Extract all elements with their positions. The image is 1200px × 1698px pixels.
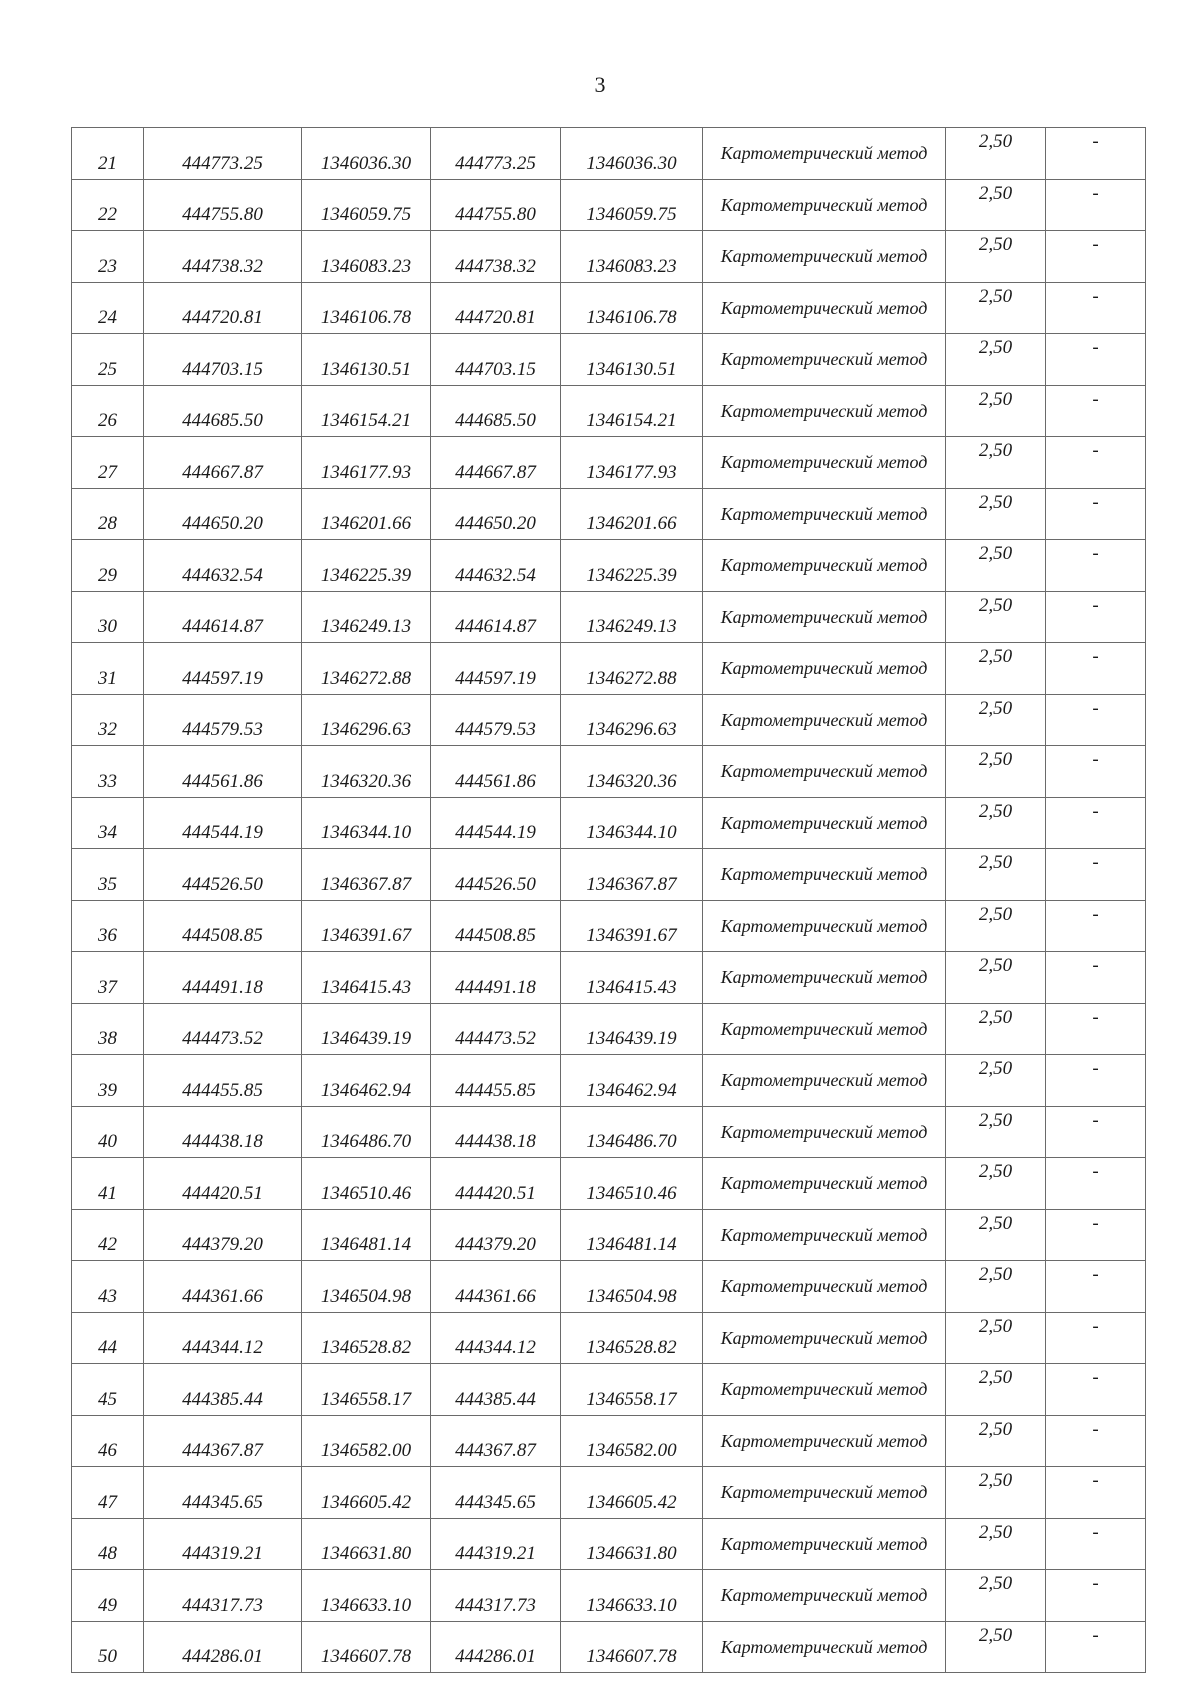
y-old-cell: 1346486.70 (302, 1106, 431, 1158)
x-old-cell: 444667.87 (144, 437, 302, 489)
accuracy-cell: 2,50 (946, 1209, 1046, 1261)
x-old-cell: 444379.20 (144, 1209, 302, 1261)
note-cell: - (1046, 1621, 1146, 1673)
x-old-cell: 444385.44 (144, 1364, 302, 1416)
method-cell: Картометрический метод (703, 1621, 946, 1673)
table-row (72, 1415, 1146, 1467)
x-old-cell: 444685.50 (144, 385, 302, 437)
x-old-cell: 444544.19 (144, 797, 302, 849)
point-number-cell: 44 (72, 1312, 144, 1364)
method-cell: Картометрический метод (703, 1518, 946, 1570)
y-old-cell: 1346154.21 (302, 385, 431, 437)
point-number-cell: 37 (72, 952, 144, 1004)
y-new-cell: 1346059.75 (561, 179, 703, 231)
method-cell: Картометрический метод (703, 900, 946, 952)
y-old-cell: 1346415.43 (302, 952, 431, 1004)
point-number-cell: 45 (72, 1364, 144, 1416)
note-cell: - (1046, 1364, 1146, 1416)
point-number-cell: 35 (72, 849, 144, 901)
method-cell: Картометрический метод (703, 1364, 946, 1416)
x-new-cell: 444473.52 (431, 1003, 561, 1055)
table-row (72, 746, 1146, 798)
x-new-cell: 444614.87 (431, 591, 561, 643)
note-cell: - (1046, 334, 1146, 386)
y-new-cell: 1346083.23 (561, 231, 703, 283)
accuracy-cell: 2,50 (946, 385, 1046, 437)
point-number-cell: 27 (72, 437, 144, 489)
point-number-cell: 24 (72, 282, 144, 334)
table-row (72, 1364, 1146, 1416)
method-cell: Картометрический метод (703, 952, 946, 1004)
accuracy-cell: 2,50 (946, 1570, 1046, 1622)
y-new-cell: 1346367.87 (561, 849, 703, 901)
point-number-cell: 38 (72, 1003, 144, 1055)
point-number-cell: 41 (72, 1158, 144, 1210)
method-cell: Картометрический метод (703, 1467, 946, 1519)
note-cell: - (1046, 746, 1146, 798)
note-cell: - (1046, 1209, 1146, 1261)
method-cell: Картометрический метод (703, 797, 946, 849)
accuracy-cell: 2,50 (946, 643, 1046, 695)
y-new-cell: 1346510.46 (561, 1158, 703, 1210)
y-old-cell: 1346083.23 (302, 231, 431, 283)
y-new-cell: 1346631.80 (561, 1518, 703, 1570)
y-new-cell: 1346249.13 (561, 591, 703, 643)
table-row (72, 437, 1146, 489)
accuracy-cell: 2,50 (946, 1055, 1046, 1107)
y-new-cell: 1346036.30 (561, 128, 703, 180)
y-old-cell: 1346605.42 (302, 1467, 431, 1519)
method-cell: Картометрический метод (703, 1106, 946, 1158)
note-cell: - (1046, 1467, 1146, 1519)
y-new-cell: 1346225.39 (561, 540, 703, 592)
x-old-cell: 444597.19 (144, 643, 302, 695)
table-row (72, 1518, 1146, 1570)
x-old-cell: 444345.65 (144, 1467, 302, 1519)
x-old-cell: 444317.73 (144, 1570, 302, 1622)
x-new-cell: 444544.19 (431, 797, 561, 849)
table-row (72, 900, 1146, 952)
point-number-cell: 33 (72, 746, 144, 798)
point-number-cell: 46 (72, 1415, 144, 1467)
point-number-cell: 49 (72, 1570, 144, 1622)
point-number-cell: 21 (72, 128, 144, 180)
table-row (72, 643, 1146, 695)
x-old-cell: 444420.51 (144, 1158, 302, 1210)
point-number-cell: 34 (72, 797, 144, 849)
note-cell: - (1046, 591, 1146, 643)
note-cell: - (1046, 849, 1146, 901)
accuracy-cell: 2,50 (946, 282, 1046, 334)
table-row (72, 488, 1146, 540)
page-number: 3 (594, 72, 606, 97)
y-new-cell: 1346154.21 (561, 385, 703, 437)
y-old-cell: 1346607.78 (302, 1621, 431, 1673)
x-new-cell: 444286.01 (431, 1621, 561, 1673)
x-new-cell: 444420.51 (431, 1158, 561, 1210)
point-number-cell: 23 (72, 231, 144, 283)
x-new-cell: 444755.80 (431, 179, 561, 231)
y-new-cell: 1346296.63 (561, 694, 703, 746)
x-old-cell: 444703.15 (144, 334, 302, 386)
x-new-cell: 444738.32 (431, 231, 561, 283)
table-row (72, 1055, 1146, 1107)
x-new-cell: 444491.18 (431, 952, 561, 1004)
point-number-cell: 30 (72, 591, 144, 643)
y-new-cell: 1346177.93 (561, 437, 703, 489)
table-row (72, 1467, 1146, 1519)
y-old-cell: 1346504.98 (302, 1261, 431, 1313)
y-old-cell: 1346225.39 (302, 540, 431, 592)
y-new-cell: 1346106.78 (561, 282, 703, 334)
x-new-cell: 444317.73 (431, 1570, 561, 1622)
x-new-cell: 444361.66 (431, 1261, 561, 1313)
x-old-cell: 444438.18 (144, 1106, 302, 1158)
x-new-cell: 444455.85 (431, 1055, 561, 1107)
accuracy-cell: 2,50 (946, 1158, 1046, 1210)
note-cell: - (1046, 540, 1146, 592)
table-row (72, 1158, 1146, 1210)
method-cell: Картометрический метод (703, 334, 946, 386)
table-row (72, 1621, 1146, 1673)
method-cell: Картометрический метод (703, 179, 946, 231)
table-row (72, 128, 1146, 180)
method-cell: Картометрический метод (703, 282, 946, 334)
note-cell: - (1046, 1415, 1146, 1467)
table-row (72, 1312, 1146, 1364)
x-new-cell: 444685.50 (431, 385, 561, 437)
method-cell: Картометрический метод (703, 591, 946, 643)
y-old-cell: 1346201.66 (302, 488, 431, 540)
accuracy-cell: 2,50 (946, 437, 1046, 489)
coordinates-table (71, 127, 1146, 1673)
point-number-cell: 43 (72, 1261, 144, 1313)
x-old-cell: 444755.80 (144, 179, 302, 231)
x-old-cell: 444579.53 (144, 694, 302, 746)
y-new-cell: 1346528.82 (561, 1312, 703, 1364)
note-cell: - (1046, 282, 1146, 334)
y-new-cell: 1346344.10 (561, 797, 703, 849)
table-row (72, 282, 1146, 334)
x-new-cell: 444385.44 (431, 1364, 561, 1416)
point-number-cell: 50 (72, 1621, 144, 1673)
accuracy-cell: 2,50 (946, 746, 1046, 798)
x-new-cell: 444344.12 (431, 1312, 561, 1364)
x-old-cell: 444361.66 (144, 1261, 302, 1313)
method-cell: Картометрический метод (703, 1312, 946, 1364)
note-cell: - (1046, 128, 1146, 180)
x-old-cell: 444526.50 (144, 849, 302, 901)
x-old-cell: 444561.86 (144, 746, 302, 798)
y-new-cell: 1346201.66 (561, 488, 703, 540)
table-row (72, 1209, 1146, 1261)
y-new-cell: 1346582.00 (561, 1415, 703, 1467)
x-old-cell: 444508.85 (144, 900, 302, 952)
x-new-cell: 444720.81 (431, 282, 561, 334)
y-old-cell: 1346439.19 (302, 1003, 431, 1055)
point-number-cell: 25 (72, 334, 144, 386)
point-number-cell: 28 (72, 488, 144, 540)
y-new-cell: 1346558.17 (561, 1364, 703, 1416)
table-row (72, 1106, 1146, 1158)
point-number-cell: 39 (72, 1055, 144, 1107)
table-row (72, 231, 1146, 283)
x-new-cell: 444632.54 (431, 540, 561, 592)
accuracy-cell: 2,50 (946, 591, 1046, 643)
method-cell: Картометрический метод (703, 540, 946, 592)
note-cell: - (1046, 179, 1146, 231)
y-new-cell: 1346504.98 (561, 1261, 703, 1313)
accuracy-cell: 2,50 (946, 1621, 1046, 1673)
accuracy-cell: 2,50 (946, 1364, 1046, 1416)
point-number-cell: 32 (72, 694, 144, 746)
note-cell: - (1046, 1261, 1146, 1313)
x-old-cell: 444738.32 (144, 231, 302, 283)
accuracy-cell: 2,50 (946, 1106, 1046, 1158)
method-cell: Картометрический метод (703, 385, 946, 437)
table-row (72, 179, 1146, 231)
x-new-cell: 444526.50 (431, 849, 561, 901)
accuracy-cell: 2,50 (946, 1518, 1046, 1570)
note-cell: - (1046, 797, 1146, 849)
y-old-cell: 1346528.82 (302, 1312, 431, 1364)
y-old-cell: 1346510.46 (302, 1158, 431, 1210)
accuracy-cell: 2,50 (946, 900, 1046, 952)
x-new-cell: 444438.18 (431, 1106, 561, 1158)
x-old-cell: 444367.87 (144, 1415, 302, 1467)
y-old-cell: 1346344.10 (302, 797, 431, 849)
point-number-cell: 36 (72, 900, 144, 952)
x-old-cell: 444319.21 (144, 1518, 302, 1570)
y-new-cell: 1346415.43 (561, 952, 703, 1004)
y-old-cell: 1346462.94 (302, 1055, 431, 1107)
x-new-cell: 444319.21 (431, 1518, 561, 1570)
note-cell: - (1046, 643, 1146, 695)
y-old-cell: 1346631.80 (302, 1518, 431, 1570)
method-cell: Картометрический метод (703, 1415, 946, 1467)
accuracy-cell: 2,50 (946, 540, 1046, 592)
table-row (72, 1003, 1146, 1055)
accuracy-cell: 2,50 (946, 694, 1046, 746)
method-cell: Картометрический метод (703, 1055, 946, 1107)
accuracy-cell: 2,50 (946, 179, 1046, 231)
x-old-cell: 444344.12 (144, 1312, 302, 1364)
note-cell: - (1046, 1003, 1146, 1055)
method-cell: Картометрический метод (703, 1261, 946, 1313)
x-old-cell: 444650.20 (144, 488, 302, 540)
note-cell: - (1046, 952, 1146, 1004)
y-old-cell: 1346391.67 (302, 900, 431, 952)
y-old-cell: 1346177.93 (302, 437, 431, 489)
table-row (72, 797, 1146, 849)
note-cell: - (1046, 694, 1146, 746)
y-old-cell: 1346106.78 (302, 282, 431, 334)
table-row (72, 1570, 1146, 1622)
table-row (72, 952, 1146, 1004)
x-old-cell: 444720.81 (144, 282, 302, 334)
y-new-cell: 1346391.67 (561, 900, 703, 952)
note-cell: - (1046, 488, 1146, 540)
y-old-cell: 1346130.51 (302, 334, 431, 386)
accuracy-cell: 2,50 (946, 128, 1046, 180)
x-new-cell: 444367.87 (431, 1415, 561, 1467)
x-new-cell: 444650.20 (431, 488, 561, 540)
accuracy-cell: 2,50 (946, 1003, 1046, 1055)
y-new-cell: 1346130.51 (561, 334, 703, 386)
accuracy-cell: 2,50 (946, 488, 1046, 540)
x-old-cell: 444491.18 (144, 952, 302, 1004)
note-cell: - (1046, 1570, 1146, 1622)
y-new-cell: 1346462.94 (561, 1055, 703, 1107)
table-row (72, 1261, 1146, 1313)
method-cell: Картометрический метод (703, 643, 946, 695)
y-new-cell: 1346272.88 (561, 643, 703, 695)
x-old-cell: 444773.25 (144, 128, 302, 180)
table-row (72, 334, 1146, 386)
note-cell: - (1046, 1158, 1146, 1210)
x-new-cell: 444667.87 (431, 437, 561, 489)
accuracy-cell: 2,50 (946, 797, 1046, 849)
y-new-cell: 1346320.36 (561, 746, 703, 798)
accuracy-cell: 2,50 (946, 952, 1046, 1004)
y-old-cell: 1346036.30 (302, 128, 431, 180)
note-cell: - (1046, 437, 1146, 489)
point-number-cell: 22 (72, 179, 144, 231)
table-row (72, 849, 1146, 901)
y-old-cell: 1346582.00 (302, 1415, 431, 1467)
method-cell: Картометрический метод (703, 1003, 946, 1055)
y-old-cell: 1346059.75 (302, 179, 431, 231)
accuracy-cell: 2,50 (946, 1312, 1046, 1364)
point-number-cell: 42 (72, 1209, 144, 1261)
method-cell: Картометрический метод (703, 437, 946, 489)
note-cell: - (1046, 385, 1146, 437)
x-old-cell: 444614.87 (144, 591, 302, 643)
table-row (72, 694, 1146, 746)
y-old-cell: 1346481.14 (302, 1209, 431, 1261)
x-new-cell: 444773.25 (431, 128, 561, 180)
method-cell: Картометрический метод (703, 128, 946, 180)
method-cell: Картометрический метод (703, 488, 946, 540)
accuracy-cell: 2,50 (946, 1467, 1046, 1519)
x-new-cell: 444579.53 (431, 694, 561, 746)
method-cell: Картометрический метод (703, 231, 946, 283)
note-cell: - (1046, 1518, 1146, 1570)
y-old-cell: 1346633.10 (302, 1570, 431, 1622)
x-new-cell: 444561.86 (431, 746, 561, 798)
note-cell: - (1046, 1055, 1146, 1107)
point-number-cell: 40 (72, 1106, 144, 1158)
accuracy-cell: 2,50 (946, 231, 1046, 283)
y-new-cell: 1346486.70 (561, 1106, 703, 1158)
y-old-cell: 1346272.88 (302, 643, 431, 695)
note-cell: - (1046, 1106, 1146, 1158)
y-new-cell: 1346607.78 (561, 1621, 703, 1673)
method-cell: Картометрический метод (703, 746, 946, 798)
method-cell: Картометрический метод (703, 849, 946, 901)
method-cell: Картометрический метод (703, 1209, 946, 1261)
x-new-cell: 444508.85 (431, 900, 561, 952)
point-number-cell: 29 (72, 540, 144, 592)
method-cell: Картометрический метод (703, 1158, 946, 1210)
accuracy-cell: 2,50 (946, 1415, 1046, 1467)
y-new-cell: 1346439.19 (561, 1003, 703, 1055)
x-new-cell: 444597.19 (431, 643, 561, 695)
table-row (72, 591, 1146, 643)
note-cell: - (1046, 231, 1146, 283)
x-new-cell: 444345.65 (431, 1467, 561, 1519)
method-cell: Картометрический метод (703, 694, 946, 746)
accuracy-cell: 2,50 (946, 849, 1046, 901)
table-row (72, 540, 1146, 592)
y-new-cell: 1346481.14 (561, 1209, 703, 1261)
x-old-cell: 444473.52 (144, 1003, 302, 1055)
x-new-cell: 444379.20 (431, 1209, 561, 1261)
y-new-cell: 1346633.10 (561, 1570, 703, 1622)
note-cell: - (1046, 1312, 1146, 1364)
y-old-cell: 1346249.13 (302, 591, 431, 643)
point-number-cell: 26 (72, 385, 144, 437)
method-cell: Картометрический метод (703, 1570, 946, 1622)
accuracy-cell: 2,50 (946, 1261, 1046, 1313)
note-cell: - (1046, 900, 1146, 952)
x-new-cell: 444703.15 (431, 334, 561, 386)
point-number-cell: 48 (72, 1518, 144, 1570)
x-old-cell: 444455.85 (144, 1055, 302, 1107)
point-number-cell: 31 (72, 643, 144, 695)
y-new-cell: 1346605.42 (561, 1467, 703, 1519)
y-old-cell: 1346558.17 (302, 1364, 431, 1416)
y-old-cell: 1346367.87 (302, 849, 431, 901)
table-body (72, 128, 1146, 1673)
y-old-cell: 1346320.36 (302, 746, 431, 798)
accuracy-cell: 2,50 (946, 334, 1046, 386)
x-old-cell: 444632.54 (144, 540, 302, 592)
y-old-cell: 1346296.63 (302, 694, 431, 746)
x-old-cell: 444286.01 (144, 1621, 302, 1673)
point-number-cell: 47 (72, 1467, 144, 1519)
table-row (72, 385, 1146, 437)
